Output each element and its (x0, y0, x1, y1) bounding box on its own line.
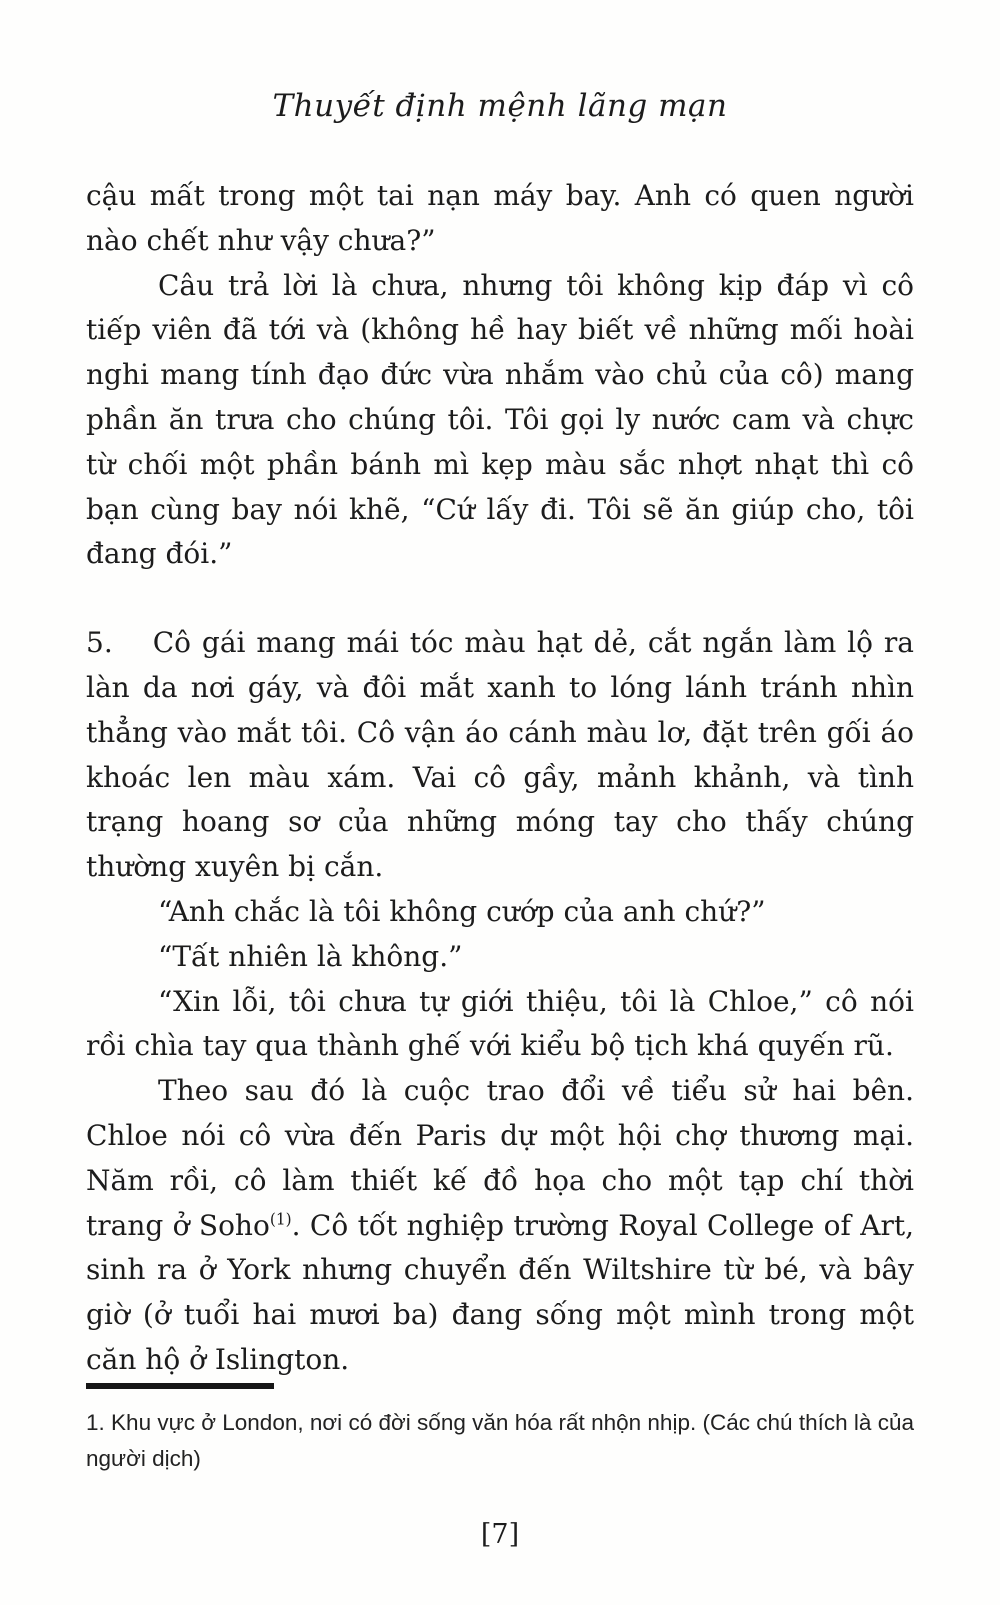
paragraph (86, 890, 914, 935)
paragraph (86, 935, 914, 980)
paragraph (86, 1069, 914, 1383)
paragraph (86, 264, 914, 578)
paragraph-text: . Cô tốt nghiệp trường Royal College of Art, sinh ra ở York nhưng chuyển đến Wiltshire từ bé, và bây giờ (ở tuổi hai mươi ba) đang sống một mình trong một căn hộ ở Islington. (86, 1208, 914, 1376)
paragraph-text: “Tất nhiên là không.” (158, 939, 463, 973)
body-text (86, 174, 914, 1383)
paragraph-text: “Anh chắc là tôi không cướp của anh chứ?” (158, 894, 766, 928)
paragraph-text: “Xin lỗi, tôi chưa tự giới thiệu, tôi là Chloe,” cô nói rồi chìa tay qua thành ghế với kiểu bộ tịch khá quyến rũ. (86, 984, 914, 1063)
paragraph-text: Theo sau đó là cuộc trao đổi về tiểu sử hai bên. Chloe nói cô vừa đến Paris dự một hội chợ thương mại. Năm rồi, cô làm thiết kế đồ họa cho một tạp chí thời trang ở Soho (86, 1074, 914, 1242)
paragraph (86, 174, 914, 264)
footnote-rule (86, 1383, 274, 1389)
paragraph-text: cậu mất trong một tai nạn máy bay. Anh có quen người nào chết như vậy chưa?” (86, 179, 914, 257)
page-number: [7] (480, 1518, 520, 1550)
paragraph (86, 980, 914, 1070)
paragraph-text: Cô gái mang mái tóc màu hạt dẻ, cắt ngắn làm lộ ra làn da nơi gáy, và đôi mắt xanh to lóng lánh tránh nhìn thẳng vào mắt tôi. Cô vận áo cánh màu lơ, đặt trên gối áo khoác len màu xám. Vai cô gầy, mảnh khảnh, và tình trạng hoang sơ của những móng tay cho thấy chúng thường xuyên bị cắn. (86, 626, 914, 884)
running-header: Thuyết định mệnh lãng mạn (272, 88, 728, 124)
page-footer (0, 1383, 1000, 1605)
footnote-text: 1. Khu vực ở London, nơi có đời sống văn hóa rất nhộn nhịp. (Các chú thích là của người dịch) (86, 1409, 914, 1471)
section-number: 5. (86, 626, 113, 660)
paragraph-text: Câu trả lời là chưa, nhưng tôi không kịp đáp vì cô tiếp viên đã tới và (không hề hay biết về những mối hoài nghi mang tính đạo đức vừa nhắm vào chủ của cô) mang phần ăn trưa cho chúng tôi. Tôi gọi ly nước cam và chực từ chối một phần bánh mì kẹp màu sắc nhợt nhạt thì cô bạn cùng bay nói khẽ, “Cứ lấy đi. Tôi sẽ ăn giúp cho, tôi đang đói.” (86, 268, 914, 571)
footnote-reference: (1) (269, 1210, 292, 1229)
paragraph (86, 621, 914, 890)
